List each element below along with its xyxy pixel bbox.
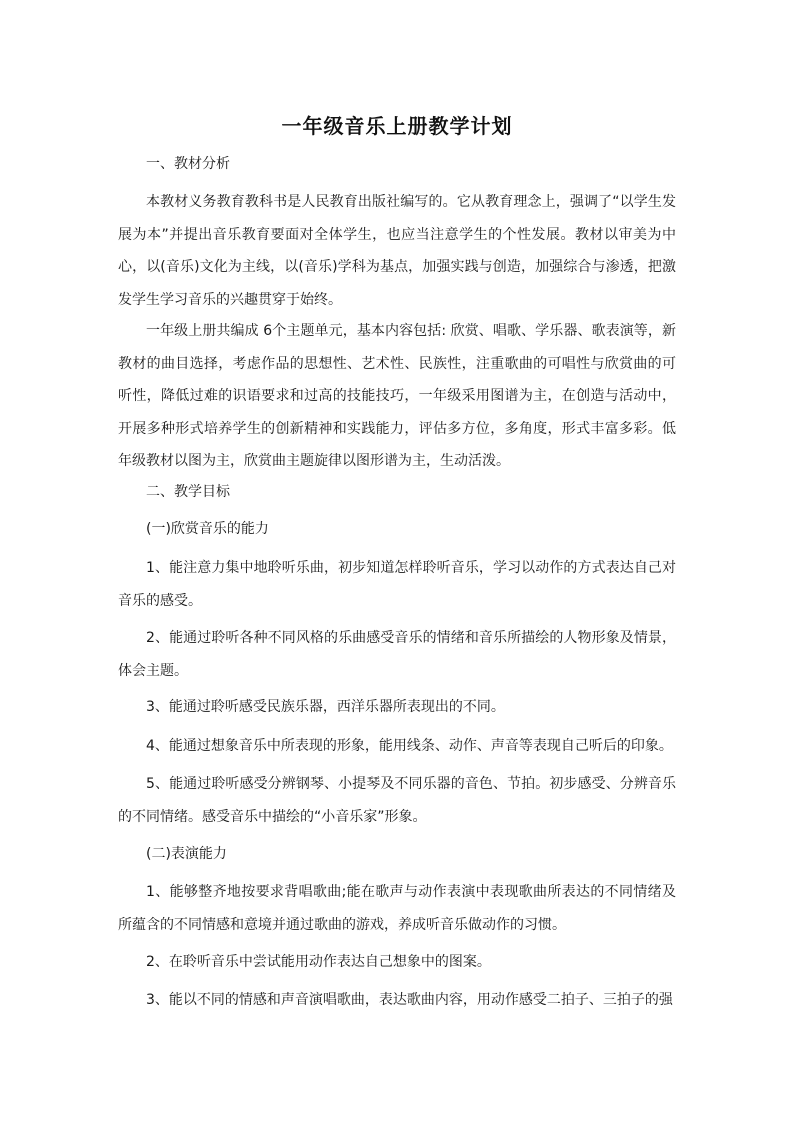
list-item-performance-1: 1、能够整齐地按要求背唱歌曲;能在歌声与动作表演中表现歌曲所表达的不同情绪及所蕴含的不同情感和意境并通过歌曲的游戏，养成听音乐做动作的习惯。 <box>118 884 676 933</box>
subsection-heading-appreciation: (一)欣赏音乐的能力 <box>146 521 269 537</box>
list-item-appreciation-2: 2、能通过聆听各种不同风格的乐曲感受音乐的情绪和音乐所描绘的人物形象及情景，体会主题。 <box>118 630 676 679</box>
document-title: 一年级音乐上册教学计划 <box>281 114 513 138</box>
list-item-appreciation-5: 5、能通过聆听感受分辨钢琴、小提琴及不同乐器的音色、节拍。初步感受、分辨音乐的不同情绪。感受音乐中描绘的“小音乐家”形象。 <box>118 776 676 825</box>
list-item-performance-2: 2、在聆听音乐中尝试能用动作表达自己想象中的图案。 <box>146 954 491 970</box>
section-heading-textbook-analysis: 一、教材分析 <box>146 156 230 172</box>
section-heading-teaching-goals: 二、教学目标 <box>146 484 230 500</box>
subsection-heading-performance: (二)表演能力 <box>146 846 227 862</box>
paragraph-textbook-intro: 本教材义务教育教科书是人民教育出版社编写的。它从教育理念上，强调了“以学生发展为本”并提出音乐教育要面对全体学生，也应当注意学生的个性发展。教材以审美为中心，以(音乐)文化为主线，以(音乐)学科为基点，加强实践与创造，加强综合与渗透，把激发学生学习音乐的兴趣贯穿于始终。 <box>118 194 676 308</box>
list-item-performance-3: 3、能以不同的情感和声音演唱歌曲，表达歌曲内容，用动作感受二拍子、三拍子的强 <box>146 992 673 1008</box>
list-item-appreciation-1: 1、能注意力集中地聆听乐曲，初步知道怎样聆听音乐，学习以动作的方式表达自己对音乐的感受。 <box>118 560 676 609</box>
list-item-appreciation-3: 3、能通过聆听感受民族乐器，西洋乐器所表现出的不同。 <box>146 699 505 715</box>
list-item-appreciation-4: 4、能通过想象音乐中所表现的形象，能用线条、动作、声音等表现自己听后的印象。 <box>146 738 673 754</box>
paragraph-volume-content: 一年级上册共编成 6个主题单元，基本内容包括: 欣赏、唱歌、学乐器、歌表演等，新教材的曲目选择，考虑作品的思想性、艺术性、民族性，注重歌曲的可唱性与欣赏曲的可听性，降低过难的识语要求和过高的技能技巧，一年级采用图谱为主，在创造与活动中，开展多种形式培养学生的创新精神和实践能力，评估多方位，多角度，形式丰富多彩。低年级教材以图为主，欣赏曲主题旋律以图形谱为主，生动活泼。 <box>118 323 676 469</box>
